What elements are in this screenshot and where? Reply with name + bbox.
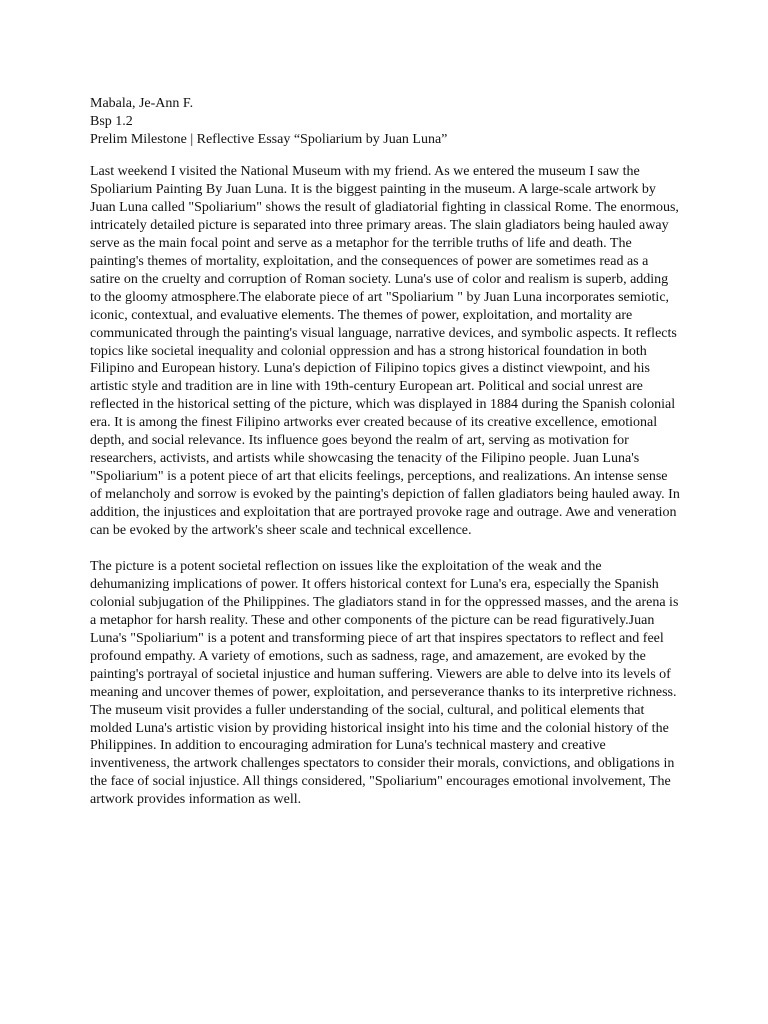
paragraph-2: The picture is a potent societal reflection on issues like the exploitation of the weak and the dehumanizing implications of power. It offers historical context for Luna's era, especially the Spanish colonial subjugation of the Philippines. The gladiators stand in for the oppressed masses, and the arena is a metaphor for harsh reality. These and other components of the picture can be read figuratively.Juan Luna's "Spoliarium" is a potent and transforming piece of art that inspires spectators to reflect and feel profound empathy. A variety of emotions, such as sadness, rage, and amazement, are evoked by the painting's portrayal of societal injustice and human suffering. Viewers are able to delve into its levels of meaning and uncover themes of power, exploitation, and perseverance thanks to its interpretive richness. The museum visit provides a fuller understanding of the social, cultural, and political elements that molded Luna's artistic vision by providing historical insight into his time and the colonial history of the Philippines. In addition to encouraging admiration for Luna's technical mastery and creative inventiveness, the artwork challenges spectators to consider their morals, convictions, and obligations in the face of social injustice. All things considered, "Spoliarium" encourages emotional involvement, The artwork provides information as well.: [90, 558, 679, 808]
essay-title: Prelim Milestone | Reflective Essay “Spoliarium by Juan Luna”: [90, 131, 448, 147]
author-name: Mabala, Je-Ann F.: [90, 96, 194, 111]
essay-body: [90, 163, 680, 809]
paragraph-1: Last weekend I visited the National Museum with my friend. As we entered the museum I saw the Spoliarium Painting By Juan Luna. It is the biggest painting in the museum. A large-scale artwork by Juan Luna called "Spoliarium" shows the result of gladiatorial fighting in classical Rome. The enormous, intricately detailed picture is separated into three primary areas. The slain gladiators being hauled away serve as the main focal point and serve as a metaphor for the terrible truths of life and death. The painting's themes of mortality, exploitation, and the consequences of power are sometimes read as a satire on the cruelty and corruption of Roman society. Luna's use of color and realism is superb, adding to the gloomy atmosphere.The elaborate piece of art "Spoliarium " by Juan Luna incorporates semiotic, iconic, contextual, and evaluative elements. The themes of power, exploitation, and mortality are communicated through the painting's visual language, narrative devices, and symbolic aspects. It reflects topics like societal inequality and colonial oppression and has a strong historical foundation in both Filipino and European history. Luna's depiction of Filipino topics gives a distinct viewpoint, and his artistic style and tradition are in line with 19th-century European art. Political and social unrest are reflected in the historical setting of the picture, which was displayed in 1884 during the Spanish colonial era. It is among the finest Filipino artworks ever created because of its creative excellence, emotional depth, and social relevance. Its influence goes beyond the realm of art, serving as motivation for researchers, activists, and artists while showcasing the tenacity of the Filipino people. Juan Luna's "Spoliarium" is a potent piece of art that elicits feelings, perceptions, and realizations. An intense sense of melancholy and sorrow is evoked by the painting's depiction of fallen gladiators being hauled away. In addition, the injustices and exploitation that are portrayed provoke rage and outrage. Awe and veneration can be evoked by the artwork's sheer scale and technical excellence.: [90, 164, 680, 539]
essay-header: [90, 95, 690, 149]
class-section: Bsp 1.2: [90, 113, 133, 129]
